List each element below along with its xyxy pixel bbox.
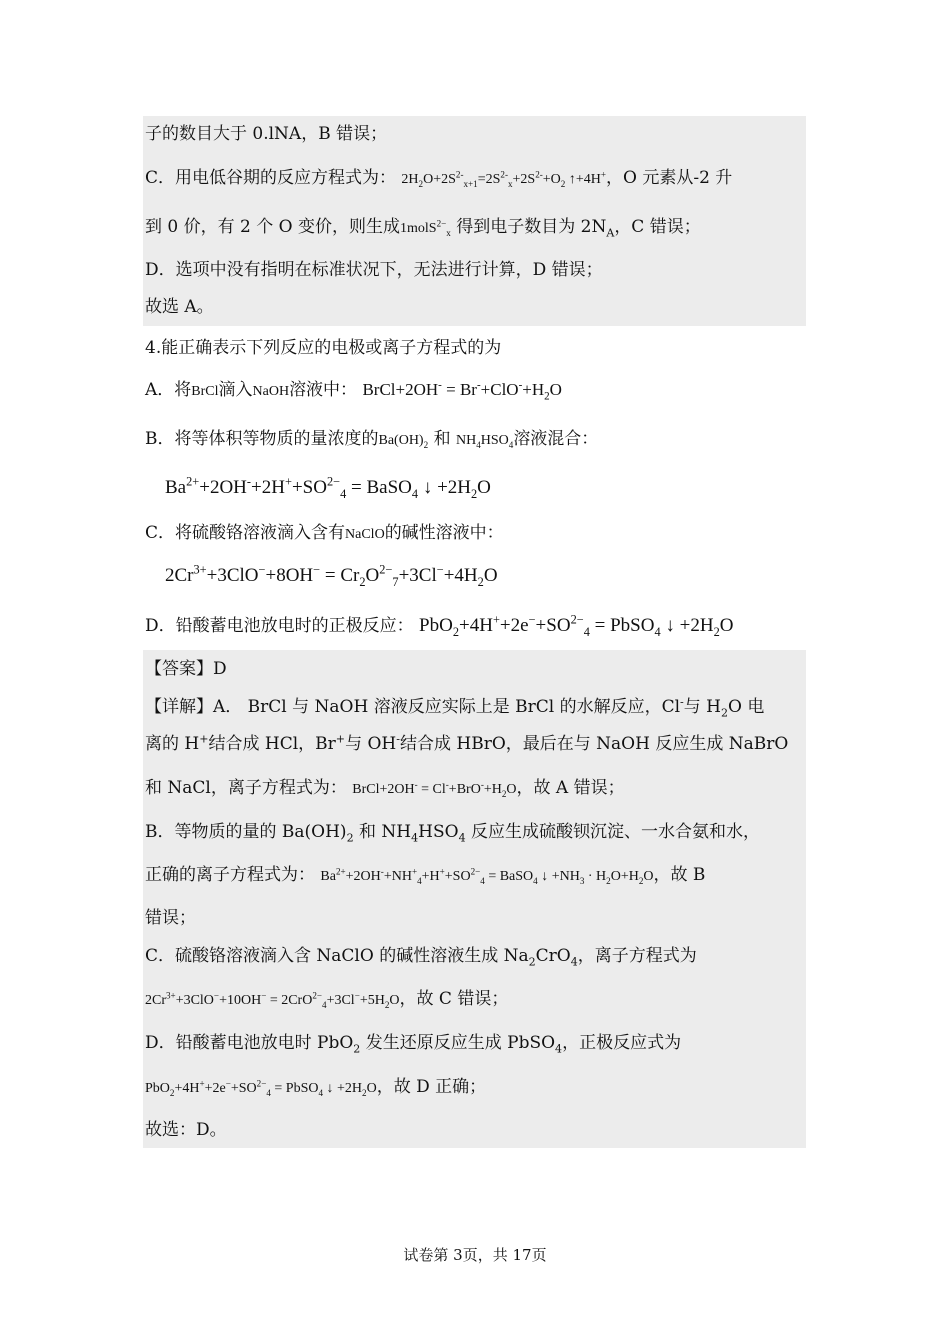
equation-c: $2Cr^{3+}+3ClO^-+8OH^- = Cr_2O^{2-}_7+3Cl^-+4H_2O$ — [165, 562, 498, 589]
explain-line-4: B．等物质的量的 $Ba(OH)_2$ 和 $NH_4HSO_4$ 反应生成硫酸钡沉淀、一水合氨和水， — [145, 822, 760, 845]
option-d: D．铅酸蓄电池放电时的正极反应： $PbO_2+4H^++2e^-+SO^{2-}_4$ = PbSO$_4$ ↓ $+2H_2O$ — [145, 612, 734, 639]
option-a: A．将BrCl滴入NaOH溶液中： BrCl+2OH- = $Br^-+ClO^-+H_2O$ — [145, 379, 562, 403]
explain-line-2: 离的 H+结合成 HCl，Br+与 OH-结合成 HBrO，最后在与 NaOH 反应生成 NaBrO — [145, 732, 789, 754]
question-stem: 4.能正确表示下列反应的电极或离子方程式的为 — [145, 338, 502, 358]
explain-line-6: 错误； — [145, 908, 196, 928]
option-c: C．将硫酸铬溶液滴入含有NaClO的碱性溶液中： — [145, 523, 504, 543]
equation-d: $PbO_2+4H^++2e^-+SO^{2-}_4$ = PbSO$_4$ ↓ $+2H_2O$ — [419, 612, 734, 639]
explain-line-7: C．硫酸铬溶液滴入含 NaClO 的碱性溶液生成 $Na_2CrO_4$，离子方程式为 — [145, 946, 697, 969]
prev-line-d: D．选项中没有指明在标准状况下，无法进行计算，D 错误； — [145, 260, 603, 280]
explain-line-11: 故选：D。 — [145, 1120, 227, 1140]
prev-line-1: 子的数目大于 0.lNA，B 错误； — [145, 124, 388, 144]
page-footer: 试卷第 3页，共 17页 — [403, 1246, 547, 1264]
equation-molsx: 1molS$^{2-}_x$ — [400, 218, 451, 238]
equation-c-lowvalley: $2H_2O+2S^{2-}_{x+1}=2S^{2-}_x+2S^{2-}+O_2$ ↑+4H+ — [401, 169, 606, 189]
option-b: B．将等体积等物质的量浓度的$Ba(OH)_2$ 和 $NH_4HSO_4$溶液混合： — [145, 429, 599, 450]
equation-a: BrCl+2OH- = $Br^-+ClO^-+H_2O$ — [362, 379, 562, 403]
explain-line-5: 正确的离子方程式为： $Ba^{2+}+2OH^-+NH^+_4+H^++SO^{2-}_4$ = BaSO$_4$ ↓ $+NH_3 \cdot H_2O+H_2O$，故 B — [145, 865, 706, 886]
answer-label: 【答案】D — [145, 659, 227, 679]
equation-explain-d: $PbO_2+4H^++2e^-+SO^{2-}_4$ = PbSO$_4$ ↓ $+2H_2O$ — [145, 1078, 377, 1098]
explain-line-10: $PbO_2+4H^++2e^-+SO^{2-}_4$ = PbSO$_4$ ↓ $+2H_2O$，故 D 正确； — [145, 1077, 487, 1098]
explain-line-1: 【详解】A． BrCl 与 NaOH 溶液反应实际上是 BrCl 的水解反应，Cl-与 $H_2O$ 电 — [145, 695, 765, 720]
explain-line-8: $2Cr^{3+}+3ClO^-+10OH^- = 2CrO^{2-}_4+3Cl^-+5H_2O$，故 C 错误； — [145, 989, 509, 1010]
equation-explain-c: $2Cr^{3+}+3ClO^-+10OH^- = 2CrO^{2-}_4+3Cl^-+5H_2O$ — [145, 990, 400, 1010]
prev-line-c2: 到 0 价，有 2 个 O 变价，则生成1molS$^{2-}_x$ 得到电子数目为 $2N_A$，C 错误； — [145, 217, 701, 240]
explain-line-3: 和 NaCl，离子方程式为： BrCl+2OH- = $Cl^-+BrO^-+H_2O$，故 A 错误； — [145, 778, 625, 799]
equation-explain-a: BrCl+2OH- = $Cl^-+BrO^-+H_2O$ — [352, 779, 517, 799]
prev-line-select: 故选 A。 — [145, 297, 214, 317]
explanation-shade-bottom — [143, 650, 806, 1148]
explain-line-9: D．铅酸蓄电池放电时 PbO$_2$ 发生还原反应生成 PbSO$_4$，正极反应式为 — [145, 1033, 682, 1056]
prev-line-c: C．用电低谷期的反应方程式为： $2H_2O+2S^{2-}_{x+1}=2S^{2-}_x+2S^{2-}+O_2$ ↑+4H+，O 元素从-2 升 — [145, 168, 733, 189]
equation-b: $Ba^{2+}+2OH^-+2H^++SO^{2-}_4$ = BaSO$_4$ ↓ $+2H_2O$ — [165, 474, 491, 501]
equation-explain-b: $Ba^{2+}+2OH^-+NH^+_4+H^++SO^{2-}_4$ = BaSO$_4$ ↓ $+NH_3 \cdot H_2O+H_2O$ — [320, 866, 654, 886]
